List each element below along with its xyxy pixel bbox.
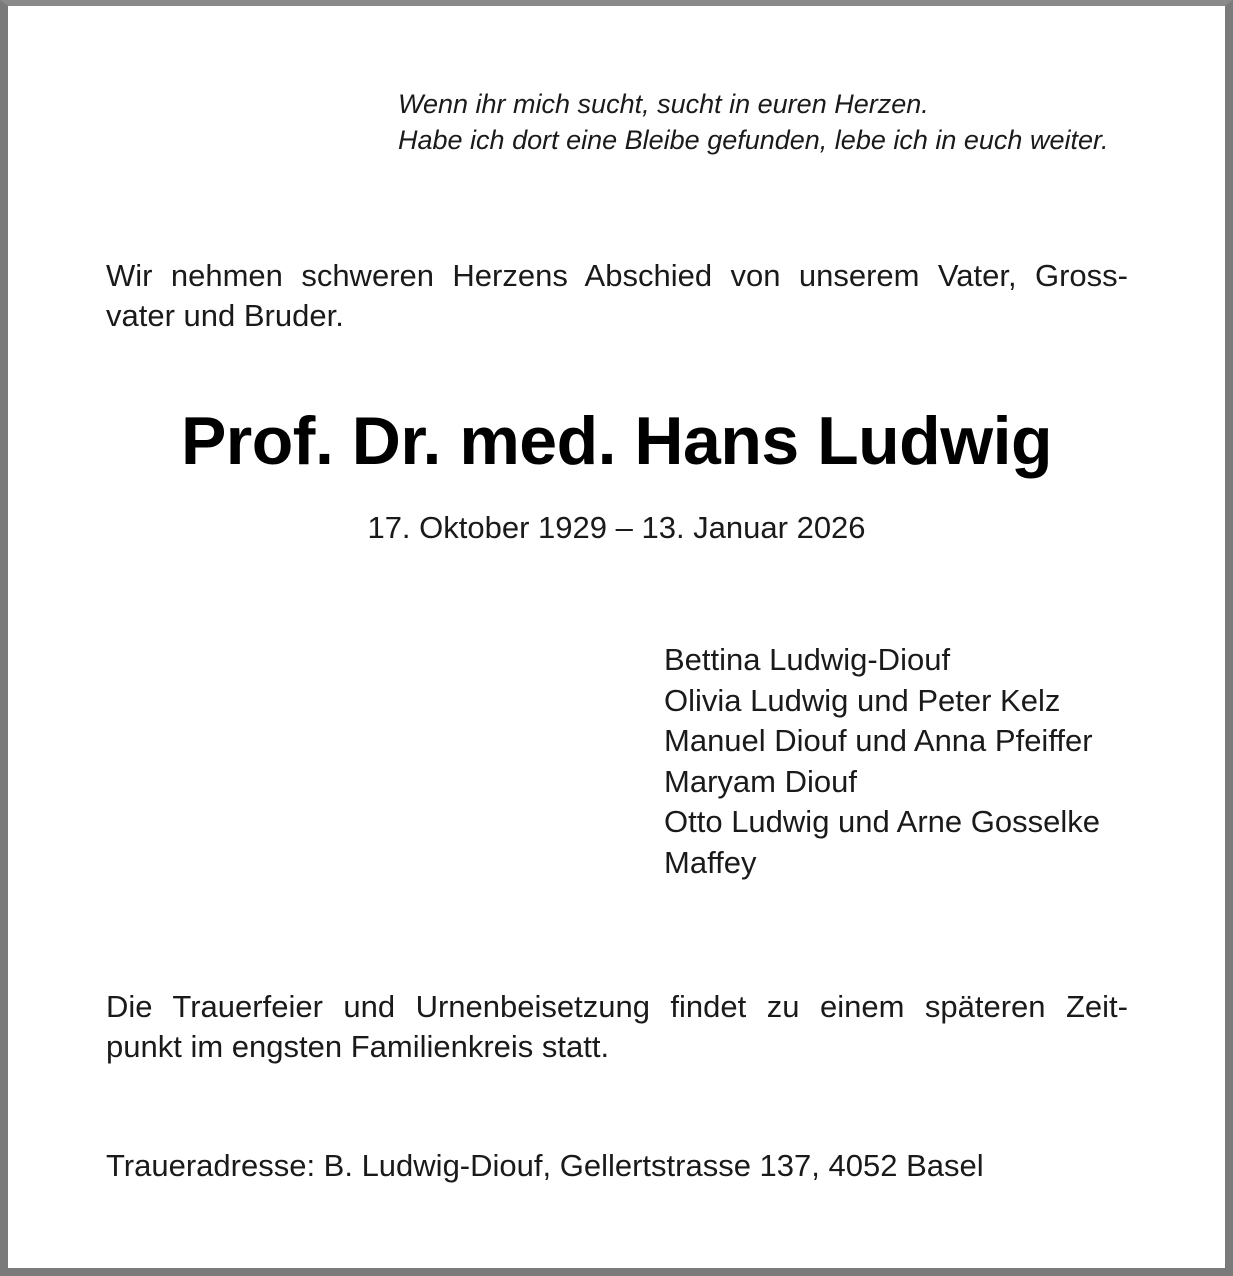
deceased-name: Prof. Dr. med. Hans Ludwig <box>180 403 1053 479</box>
survivor-item: Maffey <box>664 844 757 880</box>
survivors-list <box>664 640 1204 883</box>
motto-quote <box>398 86 1178 158</box>
ceremony-line-2: punkt im engsten Familienkreis statt. <box>106 1029 610 1064</box>
motto-line-2: Habe ich dort eine Bleibe gefunden, lebe ich in euch weiter. <box>398 125 1109 155</box>
ceremony-text <box>106 987 1128 1067</box>
intro-line-2: vater und Bruder. <box>106 298 344 333</box>
survivor-item: Bettina Ludwig-Diouf <box>664 642 951 677</box>
life-dates: 17. Oktober 1929 – 13. Januar 2026 <box>367 510 866 545</box>
ceremony-line-1: Die Trauerfeier und Urnenbeisetzung findet zu einem späteren Zeit- <box>106 989 1128 1024</box>
mourning-address: Traueradresse: B. Ludwig-Diouf, Gellertstrasse 137, 4052 Basel <box>106 1148 984 1183</box>
motto-line-1: Wenn ihr mich sucht, sucht in euren Herzen. <box>398 89 929 119</box>
intro-text <box>106 256 1128 336</box>
survivor-item: Olivia Ludwig und Peter Kelz <box>664 682 1061 718</box>
survivor-item: Maryam Diouf <box>664 763 857 799</box>
intro-line-1: Wir nehmen schweren Herzens Abschied von unserem Vater, Gross- <box>106 258 1128 293</box>
survivor-item: Otto Ludwig und Arne Gosselke <box>664 804 1100 839</box>
survivor-item: Manuel Diouf und Anna Pfeiffer <box>664 723 1093 758</box>
